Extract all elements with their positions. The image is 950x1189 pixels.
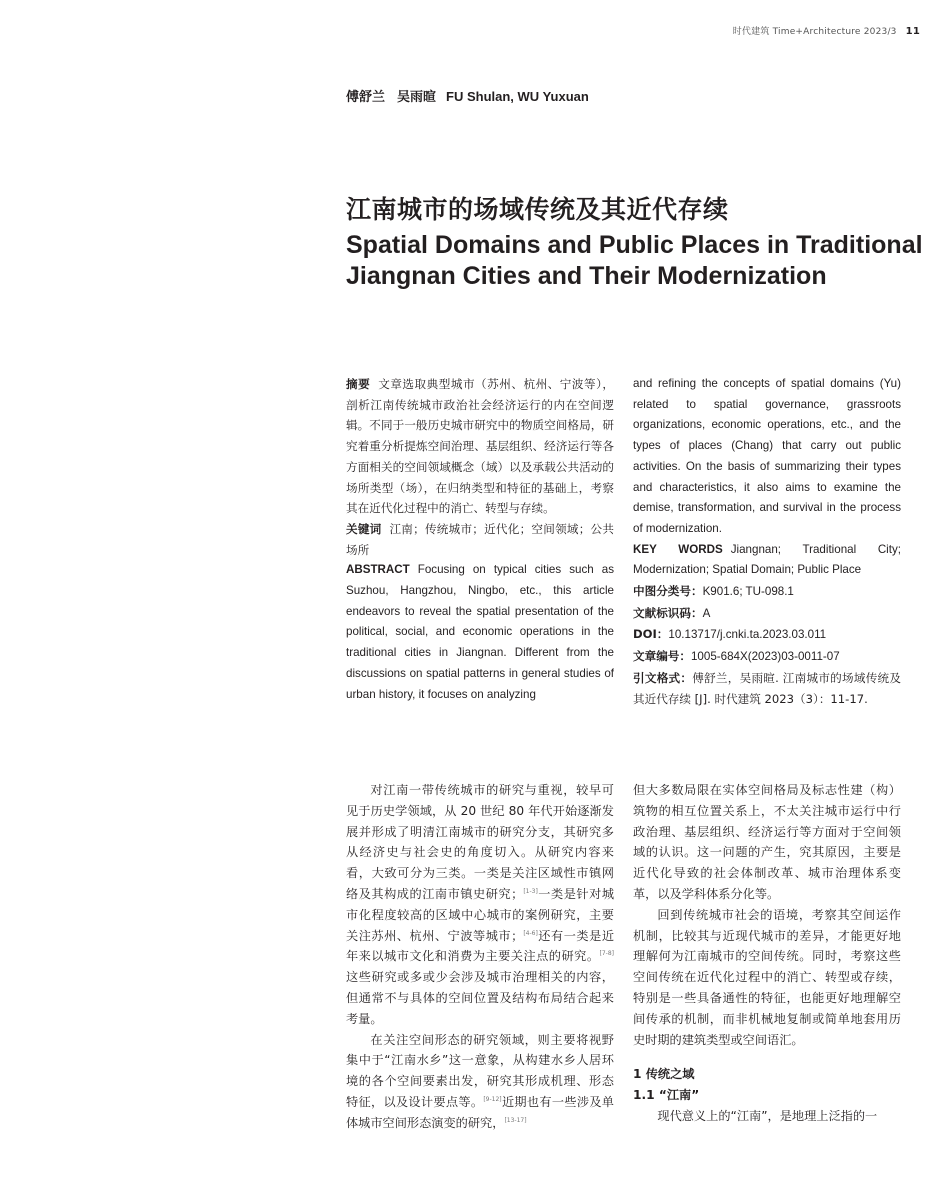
- citation-ref: [13-17]: [504, 1116, 527, 1124]
- body-text: 还有一类是近年来以城市文化和消费为主要关注点的研究。: [346, 928, 615, 964]
- authors: [346, 86, 589, 105]
- journal-name-en: Time+Architecture 2023/3: [772, 27, 897, 37]
- authors-en: FU Shulan, WU Yuxuan: [446, 89, 589, 104]
- title-en: Spatial Domains and Public Places in Traditional Jiangnan Cities and Their Modernization: [346, 231, 923, 290]
- clc-label: 中图分类号：: [633, 584, 703, 599]
- keywords-zh-text: 江南；传统城市；近代化；空间领域；公共场所: [346, 521, 614, 557]
- abstract-en: [346, 560, 614, 705]
- body-text: 这些研究或多或少会涉及城市治理相关的内容，但通常不与具体的空间位置及结构布局结合起来考量。: [346, 970, 614, 1026]
- body-text: 对江南一带传统城市的研究与重视，较早可见于历史学领域，从 20 世纪 80 年代开始逐渐发展并形成了明清江南城市的研究分支，其研究多从经济史与社会史的角度切入。从研究内容来看，大致可分为三类。一类是关注区域性市镇网络及其构成的江南市镇史研究；: [346, 783, 614, 901]
- body-right-column: [633, 780, 901, 1127]
- author-zh-2: 吴雨暄: [397, 90, 437, 105]
- keywords-zh-label: 关键词: [346, 521, 382, 536]
- article-number: [633, 646, 901, 668]
- abstract-en-label: ABSTRACT: [346, 563, 410, 577]
- article-no-label: 文章编号：: [633, 649, 691, 664]
- body-left-column: [346, 780, 614, 1134]
- section-heading: 1 传统之域: [633, 1067, 695, 1082]
- doi-value: 10.13717/j.cnki.ta.2023.03.011: [668, 628, 827, 642]
- doi: [633, 624, 901, 646]
- keywords-en: [633, 540, 901, 581]
- body-text: 近期也有一些涉及单体城市空间形态演变的研究，: [346, 1094, 614, 1130]
- abstract-zh: [346, 374, 614, 519]
- doc-code-value: A: [702, 606, 711, 620]
- journal-name-zh: 时代建筑: [732, 27, 770, 37]
- article-no-value: 1005-684X(2023)03-0011-07: [690, 650, 840, 664]
- keywords-en-label: KEY WORDS: [633, 542, 723, 556]
- clc-number: [633, 581, 901, 603]
- clc-value: K901.6; TU-098.1: [702, 585, 794, 599]
- citation-value: 傅舒兰，吴雨暄. 江南城市的场域传统及其近代存续 [J]. 时代建筑 2023（3）：11-17.: [633, 670, 901, 706]
- keywords-en-text: Jiangnan; Traditional City; Modernization; Spatial Domain; Public Place: [633, 542, 902, 577]
- body-paragraph: 回到传统城市社会的语境，考察其空间运作机制，比较其与近现代城市的差异，才能更好地理解何为江南城市的空间传统。同时，考察这些空间传统在近代化过程中的消亡、转型或存续，特别是一些具备通性的特征，也能更好地理解空间传承的机制，而非机械地复制或简单地套用历史时期的建筑类型或空间语汇。: [633, 907, 901, 1047]
- title-zh: 江南城市的场域传统及其近代存续: [346, 195, 729, 224]
- body-text: 一类是针对城市化程度较高的区域中心城市的案例研究，主要关注苏州、杭州、宁波等城市；: [346, 886, 615, 943]
- author-zh-1: 傅舒兰: [346, 90, 386, 105]
- doi-label: DOI：: [633, 627, 669, 642]
- body-paragraph: 现代意义上的“江南”，是地理上泛指的一: [657, 1108, 878, 1123]
- document-code: [633, 603, 901, 625]
- page-number: 11: [905, 26, 920, 37]
- citation-label: 引文格式：: [633, 670, 693, 685]
- abstract-left-column: [346, 374, 614, 705]
- citation: [633, 668, 901, 709]
- abstract-zh-text: 文章选取典型城市（苏州、杭州、宁波等），剖析江南传统城市政治社会经济运行的内在空间逻辑。不同于一般历史城市研究中的物质空间格局，研究着重分析提炼空间治理、基层组织、经济运行等各方面相关的空间领域概念（域）以及承载公共活动的场所类型（场），在归纳类型和特征的基础上，考察其在近代化过程中的消亡、转型与存续。: [346, 377, 614, 516]
- citation-ref: [7-8]: [599, 950, 614, 958]
- keywords-zh: [346, 519, 614, 560]
- doc-code-label: 文献标识码：: [633, 605, 703, 620]
- body-text: 在关注空间形态的研究领域，则主要将视野集中于“江南水乡”这一意象，从构建水乡人居环境的各个空间要素出发，研究其形成机理、形态特征，以及设计要点等。: [346, 1032, 614, 1109]
- body-paragraph: [346, 1030, 614, 1134]
- citation-ref: [4-6]: [523, 929, 538, 937]
- subsection-heading: 1.1 “江南”: [633, 1088, 700, 1103]
- abstract-zh-label: 摘要: [346, 377, 371, 391]
- abstract-right-column: [633, 374, 901, 709]
- body-paragraph: 但大多数局限在实体空间格局及标志性建（构）筑物的相互位置关系上，不太关注城市运行中行政治理、基层组织、经济运行等方面对于空间领域的认识。这一问题的产生，究其原因，主要是近代化导致的社会体制改革、城市治理体系变革，以及学科体系分化等。: [633, 783, 901, 901]
- abstract-en-continued: and refining the concepts of spatial domains (Yu) related to spatial governance, grassroots organizations, economic operations, etc., and the types of places (Chang) that carry out public activities. On the basis of summarizing their types and characteristics, it also aims to examine the demise, transformation, and survival in the process of modernization.: [633, 377, 901, 535]
- running-head: [733, 24, 920, 37]
- citation-ref: [9-12]: [483, 1095, 502, 1103]
- citation-ref: [1-3]: [523, 887, 538, 895]
- abstract-en-text-1: Focusing on typical cities such as Suzhou, Hangzhou, Ningbo, etc., this article endeavors to reveal the spatial presentation of the political, social, and economic operations in the traditional cities in Jiangnan. Different from the discussions on spatial patterns in general studies of urban history, it focuses on analyzing: [346, 563, 614, 701]
- body-paragraph: [346, 780, 614, 1030]
